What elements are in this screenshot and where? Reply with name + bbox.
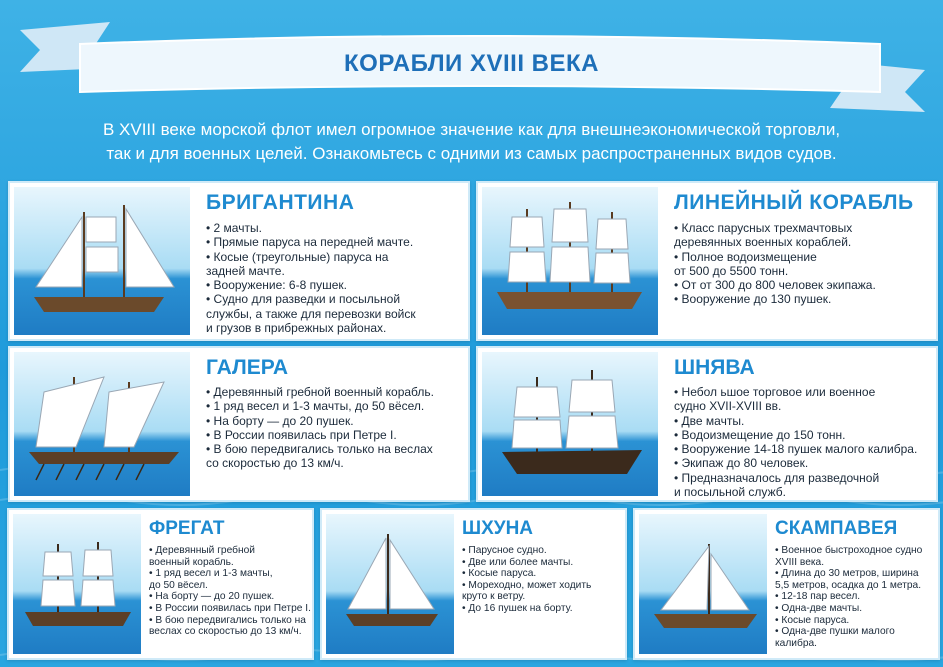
ship-fact: • Вооружение: 6-8 пушек. (206, 278, 347, 293)
ship-fact: • Полное водоизмещение (674, 249, 817, 264)
ship-fact: 5,5 метров, осадка до 1 метра. (775, 579, 922, 591)
ship-fact: деревянных военных кораблей. (674, 235, 852, 250)
ship-fact: круто к ветру. (462, 591, 526, 603)
ship-name: ШНЯВА (674, 356, 755, 379)
ship-fact: • Военное быстроходное судно (775, 545, 923, 556)
ship-fact: • Судно для разведки и посыльной (206, 292, 401, 307)
ship-fact: • Длина до 30 метров, ширина (775, 568, 919, 580)
ship-name: БРИГАНТИНА (206, 191, 355, 214)
ship-drawing (34, 205, 174, 312)
ship-fact: судно XVII-XVIII вв. (674, 399, 782, 414)
ship-fact: со скоростью до 13 км/ч. (206, 456, 344, 471)
ship-fact: • Деревянный гребной (149, 545, 255, 556)
ship-fact: • В России появилась при Петре I. (206, 427, 397, 442)
ship-fact: • Парусное судно. (462, 545, 547, 556)
ship-fact: • В России появилась при Петре I. (149, 602, 311, 614)
ship-fact: задней мачте. (206, 263, 285, 278)
ship-fact: • 2 мачты. (206, 221, 262, 235)
ship-drawing (346, 534, 438, 626)
ship-fact: • Вооружение 14-18 пушек малого калибра. (674, 442, 918, 457)
ship-fact: • На борту — до 20 пушек. (149, 591, 275, 603)
ship-fact: • Экипаж до 80 человек. (674, 456, 809, 471)
ship-of-the-line-icon (482, 187, 658, 335)
scampavia-ship-icon (639, 514, 767, 654)
ship-fact: • Водоизмещение до 150 тонн. (674, 427, 846, 442)
ship-fact: • На борту — до 20 пушек. (206, 413, 354, 428)
schooner-ship-icon (326, 514, 454, 654)
ship-fact: • Вооружение до 130 пушек. (674, 292, 832, 307)
ship-name: ЛИНЕЙНЫЙ КОРАБЛЬ (674, 191, 914, 214)
ship-fact: • Небол ьшое торговое или военное (674, 385, 876, 399)
frigate-ship-icon (13, 514, 141, 654)
ship-fact: • От от 300 до 800 человек экипажа. (674, 278, 876, 293)
ship-drawing (25, 542, 131, 626)
ship-drawing (654, 544, 757, 628)
ship-fact: и грузов в прибрежных районах. (206, 321, 387, 336)
ship-drawing (497, 202, 642, 309)
ship-card-snow (476, 346, 938, 502)
snow-ship-icon (482, 352, 658, 496)
ship-fact: • Две мачты. (674, 413, 745, 428)
ship-fact: • До 16 пушек на борту. (462, 602, 573, 614)
intro-line: так и для военных целей. Ознакомьтесь с одними из самых распространенных видов судов. (106, 144, 837, 163)
ship-fact: • Класс парусных трехмачтовых (674, 221, 853, 235)
ship-fact: • Одна-две мачты. (775, 602, 863, 614)
ship-fact: • Предназначалось для разведочной (674, 470, 880, 485)
ship-fact: веслах со скоростью до 13 км/ч. (149, 626, 302, 638)
galley-ship-icon (14, 352, 190, 496)
ship-fact: • Прямые паруса на передней мачте. (206, 235, 414, 250)
ship-card-brigantine (8, 181, 470, 341)
ship-name: СКАМПАВЕЯ (775, 518, 898, 539)
ship-fact: XVIII века. (775, 556, 825, 568)
ship-fact: • Мореходно, может ходить (462, 579, 592, 591)
intro-text (40, 118, 903, 166)
ship-card-scampavia (633, 508, 940, 660)
page-title: КОРАБЛИ XVIII ВЕКА (344, 50, 599, 77)
ship-drawing (29, 377, 179, 480)
ship-fact: • Косые (треугольные) паруса на (206, 249, 389, 264)
ship-fact: • 12-18 пар весел. (775, 591, 861, 603)
ship-fact: • Косые паруса. (775, 614, 850, 626)
ship-fact: • 1 ряд весел и 1-3 мачты, до 50 вёсел. (206, 399, 425, 414)
ship-name: ГАЛЕРА (206, 356, 289, 379)
ship-fact: военный корабль. (149, 556, 234, 568)
ship-fact: • Одна-две пушки малого (775, 626, 895, 638)
brigantine-ship-icon (14, 187, 190, 335)
ship-fact: • Деревянный гребной военный корабль. (206, 385, 434, 399)
ship-fact: службы, а также для перевозки войск (206, 306, 416, 321)
ship-fact: калибра. (775, 637, 817, 649)
ship-card-ship-of-the-line (476, 181, 938, 341)
ship-fact: • Косые паруса. (462, 568, 537, 580)
intro-line: В XVIII веке морской флот имел огромное значение как для внешнеэкономической торговли, (102, 120, 841, 139)
ship-name: ШХУНА (462, 518, 534, 539)
ship-fact: и посыльной служб. (674, 485, 786, 500)
ship-fact: до 50 вёсел. (149, 579, 208, 591)
ship-card-frigate (7, 508, 314, 660)
ship-card-schooner (320, 508, 627, 660)
ship-card-galley (8, 346, 470, 502)
ship-name: ФРЕГАТ (149, 518, 225, 539)
ship-fact: • В бою передвигались только на веслах (206, 442, 433, 457)
ship-fact: от 500 до 5500 тонн. (674, 263, 789, 278)
ship-fact: • 1 ряд весел и 1-3 мачты, (149, 568, 273, 580)
ship-fact: • В бою передвигались только на (149, 614, 306, 626)
ship-drawing (502, 370, 642, 474)
ship-fact: • Две или более мачты. (462, 556, 574, 568)
